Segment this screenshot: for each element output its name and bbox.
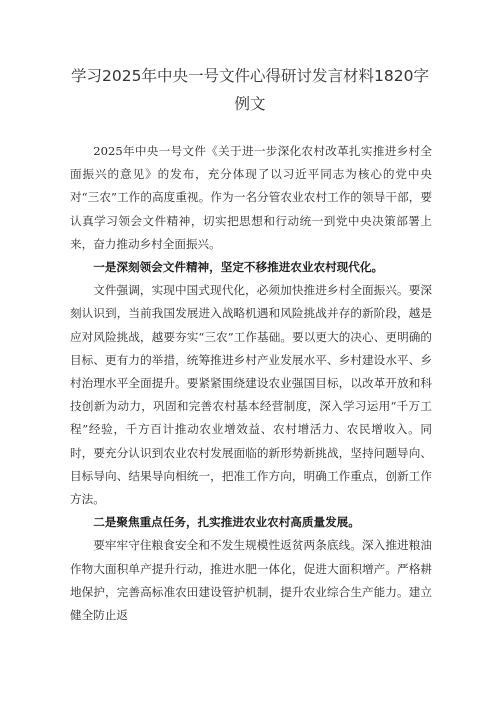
- section-1-paragraph: 文件强调，实现中国式现代化，必须加快推进乡村全面振兴。要深刻认识到，当前我国发展进入战略机遇和风险挑战并存的新阶段，越是应对风险挑战，越要夯实“三农”工作基础。要以更大的决心、更明确的目标、更有力的举措，统筹推进乡村产业发展水平、乡村建设水平、乡村治理水平全面提升。要紧紧围绕建设农业强国目标，以改革开放和科技创新为动力，巩固和完善农村基本经营制度，深入学习运用“千万工程”经验，千方百计推动农业增效益、农村增活力、农民增收入。同时，要充分认识到农业农村发展面临的新形势新挑战，坚持问题导向、目标导向、结果导向相统一，把准工作方向，明确工作重点，创新工作方法。: [70, 283, 432, 507]
- intro-paragraph: 2025年中央一号文件《关于进一步深化农村改革扎实推进乡村全面振兴的意见》的发布，充分体现了以习近平同志为核心的党中央对“三农”工作的高度重视。作为一名分管农业农村工作的领导干部，要认真学习领会文件精神，切实把思想和行动统一到党中央决策部署上来，奋力推动乡村全面振兴。: [70, 144, 432, 251]
- section-2-paragraph: 要牢牢守住粮食安全和不发生规模性返贫两条底线。深入推进粮油作物大面积单产提升行动，推进水肥一体化，促进大面积增产。严格耕地保护，完善高标准农田建设管护机制，提升农业综合生产能力。建立健全防止返: [70, 538, 432, 623]
- section-heading-2: 二是聚焦重点任务，扎实推进农业农村高质量发展。: [93, 515, 360, 530]
- document-body: [70, 140, 432, 627]
- section-heading-1: 一是深刻领会文件精神，坚定不移推进农业农村现代化。: [93, 260, 384, 275]
- document-title: 学习2025年中央一号文件心得研讨发言材料1820字例文: [71, 67, 429, 113]
